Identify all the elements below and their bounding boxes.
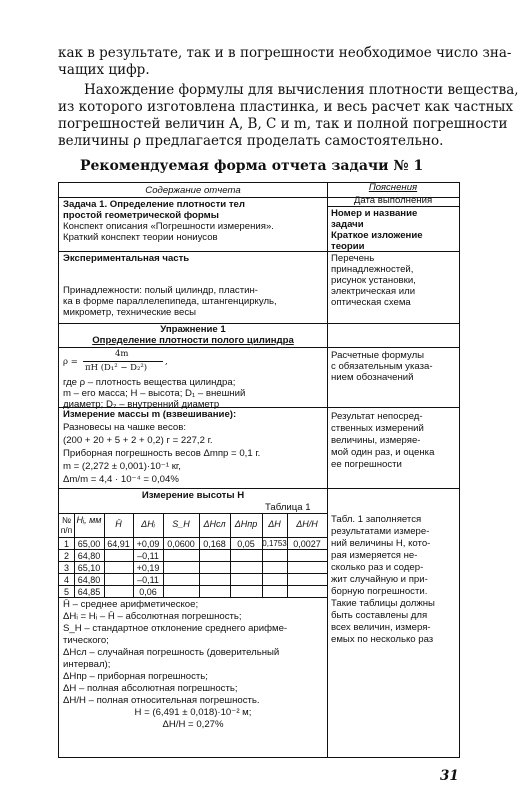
table-cell: 64,80 — [77, 551, 101, 561]
table-header: Hᵢ, мм — [76, 515, 102, 525]
note-line: электрическая или — [331, 286, 416, 297]
formula-legend: где ρ – плотность вещества цилиндра; — [63, 377, 236, 388]
row-divider — [59, 488, 459, 489]
formula-denominator: πH (D₁² − D₂²) — [85, 363, 148, 373]
page-number: 31 — [440, 768, 459, 784]
table-header: ΔH/H — [296, 519, 318, 529]
mass-line: Δm/m = 4,4 · 10⁻⁴ = 0,04% — [63, 474, 179, 485]
column-header-content: Содержание отчета — [145, 185, 241, 196]
formula-lhs: ρ = — [63, 357, 78, 367]
note-line: нием обозначений — [331, 372, 414, 383]
formula-comma: , — [165, 357, 168, 367]
notation-line: ΔHсл – случайная погрешность (доверительный — [63, 647, 280, 658]
mass-title: Измерение массы m (взвешивание): — [63, 409, 237, 420]
note-line: жит случайную и при- — [331, 574, 428, 585]
note-line: Расчетные формулы — [331, 350, 425, 361]
note-line: Такие таблицы должны — [331, 598, 435, 609]
note-line: ний величины H, кото- — [331, 538, 431, 549]
table-cell: 64,85 — [77, 587, 101, 597]
note-line: Номер и название — [331, 208, 418, 219]
exercise-subtitle: Определение плотности полого цилиндра — [92, 335, 294, 346]
table-cell: 65,10 — [77, 563, 101, 573]
table-cell: +0,19 — [136, 563, 160, 573]
result-line: ΔH/H = 0,27% — [162, 719, 224, 730]
paragraph-line: как в результате, так и в погрешности необходимое число зна- — [58, 45, 512, 61]
table-cell: 0,0600 — [167, 539, 195, 549]
table-cell: 1 — [63, 539, 69, 549]
table-cell: 64,80 — [77, 575, 101, 585]
table-cell: –0,11 — [137, 575, 159, 585]
table-cell: 65,00 — [77, 539, 101, 549]
table-header: ΔHсл — [203, 519, 226, 529]
formula-legend: диаметр; D₂ – внутренний диаметр — [63, 399, 220, 410]
paragraph-line: из которого изготовлена пластинка, и весь расчет как частных — [58, 99, 514, 115]
table-cell: +0,09 — [136, 539, 160, 549]
note-line: Табл. 1 заполняется — [331, 514, 422, 525]
height-title: Измерение высоты H — [141, 490, 245, 501]
notation-line: ΔHпр – приборная погрешность; — [63, 671, 208, 682]
table-header: S_H — [172, 519, 190, 529]
note-line: Перечень — [331, 253, 375, 264]
task-title: Задача 1. Определение плотности тел — [63, 199, 245, 210]
note-line: Краткое изложение — [331, 230, 423, 241]
column-header-notes: Пояснения — [368, 182, 418, 193]
note-line: теории — [331, 241, 365, 252]
notation-line: интервал); — [63, 659, 111, 670]
note-line: всех величин, измеря- — [331, 622, 431, 633]
table-cell: 2 — [63, 551, 69, 561]
notation-line: H̄ – среднее арифметическое; — [63, 599, 199, 610]
note-line: мой один раз, и оценка — [331, 447, 435, 458]
report-table — [58, 182, 460, 758]
paragraph-line: погрешностей величин A, B, C и m, так и полной погрешности — [58, 116, 508, 132]
table-header: № п/п — [60, 515, 73, 535]
note-line: оптическая схема — [331, 297, 411, 308]
note-line: рисунок установки, — [331, 275, 416, 286]
notation-line: тического; — [63, 635, 109, 646]
grid-line — [59, 597, 327, 598]
note-line: задачи — [331, 219, 364, 230]
mass-line: Приборная погрешность весов Δmпр = 0,1 г. — [63, 448, 261, 459]
task-line: Краткий конспект теории нониусов — [63, 232, 218, 243]
table-cell: 0,0027 — [293, 539, 321, 549]
paragraph-line: Нахождение формулы для вычисления плотности вещества, — [84, 82, 519, 98]
note-line: величины, измеряе- — [331, 435, 421, 446]
table-cell: 4 — [63, 575, 69, 585]
paragraph-line: величины ρ предлагается проделать самостоятельно. — [58, 133, 444, 149]
table-cell: 0,06 — [139, 587, 157, 597]
table-cell: –0,11 — [137, 551, 159, 561]
note-line: Результат непосред- — [331, 411, 423, 422]
note-line: емых по несколько раз — [331, 634, 434, 645]
mass-line: (200 + 20 + 5 + 2 + 0,2) г = 227,2 г. — [63, 435, 213, 446]
table-header: ΔH — [268, 519, 281, 529]
row-divider — [59, 347, 459, 348]
note-line: ственных измерений — [331, 423, 424, 434]
fraction-bar — [83, 361, 163, 362]
note-line: ее погрешности — [331, 459, 402, 470]
note-line: с обязательным указа- — [331, 361, 433, 372]
note-line: принадлежностей, — [331, 264, 414, 275]
column-divider — [327, 183, 328, 757]
table-cell: 0,168 — [203, 539, 226, 549]
exercise-title: Упражнение 1 — [160, 324, 226, 335]
formula-numerator: 4m — [115, 349, 129, 359]
date-label: Дата выполнения — [353, 195, 433, 206]
note-line: быть составлены для — [331, 610, 428, 621]
note-line: результатами измере- — [331, 526, 430, 537]
mass-line: Разновесы на чашке весов: — [63, 422, 186, 433]
note-line: борную погрешности. — [331, 586, 428, 597]
note-line: сколько раз и содер- — [331, 562, 424, 573]
equipment-line: микрометр, технические весы — [63, 307, 197, 318]
mass-line: m = (2,272 ± 0,001)·10⁻¹ кг, — [63, 461, 181, 472]
table-header: ΔHᵢ — [141, 519, 155, 529]
task-title: простой геометрической формы — [63, 210, 219, 221]
table-cell: 3 — [63, 563, 69, 573]
equipment-line: ка в форме параллелепипеда, штангенциркуль, — [63, 296, 277, 307]
section-heading: Рекомендуемая форма отчета задачи № 1 — [80, 158, 424, 174]
row-divider — [59, 251, 459, 252]
paragraph-line: чащих цифр. — [58, 62, 150, 78]
notation-line: ΔHᵢ = Hᵢ – H̄ – абсолютная погрешность; — [63, 611, 242, 622]
table-cell: 5 — [63, 587, 69, 597]
notation-line: S_H – стандартное отклонение среднего арифме- — [63, 623, 288, 634]
table-header: H̄ — [115, 519, 122, 529]
table-cell: 64,91 — [107, 539, 130, 549]
table-header: ΔHпр — [234, 519, 258, 529]
notation-line: ΔH/H – полная относительная погрешность. — [63, 695, 260, 706]
task-line: Конспект описания «Погрешности измерения». — [63, 221, 274, 232]
table-cell: 0,05 — [237, 539, 255, 549]
table-caption: Таблица 1 — [265, 502, 311, 513]
formula-legend: m – его масса; H – высота; D₁ – внешний — [63, 388, 246, 399]
notation-line: ΔH – полная абсолютная погрешность; — [63, 683, 238, 694]
note-line: рая измеряется не- — [331, 550, 418, 561]
measurement-table — [59, 513, 327, 601]
table-cell: 0,1753 — [262, 539, 287, 548]
equipment-line: Принадлежности: полый цилиндр, пластин- — [63, 285, 258, 296]
result-line: H = (6,491 ± 0,018)·10⁻² м; — [134, 707, 252, 718]
experimental-title: Экспериментальная часть — [63, 253, 190, 264]
